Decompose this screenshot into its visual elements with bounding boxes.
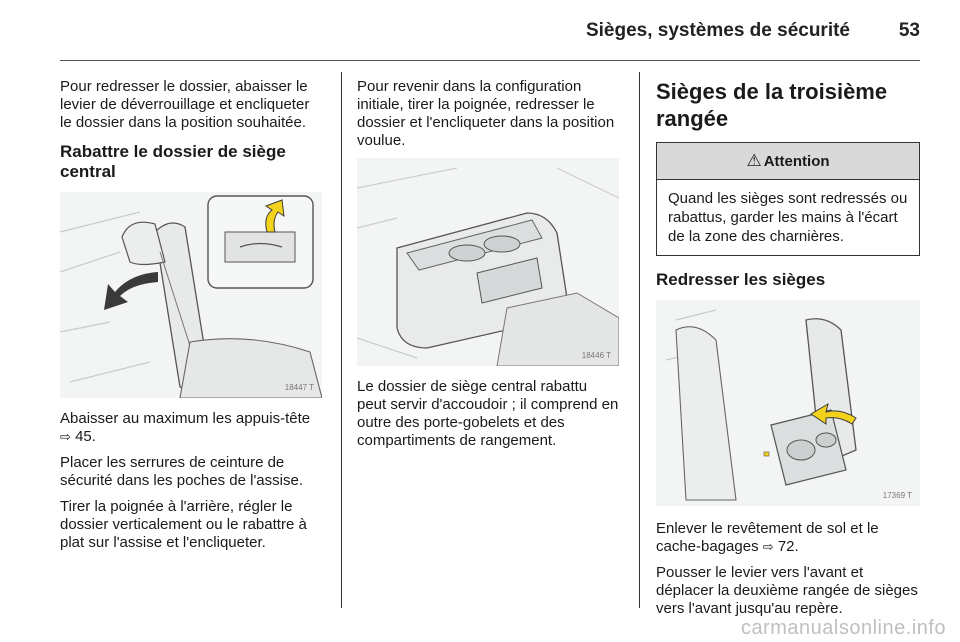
col3-title: Sièges de la troisième rangée: [656, 79, 888, 131]
header-divider: [60, 60, 920, 61]
col3-paragraph-1: [656, 520, 920, 556]
column-1: [60, 78, 322, 560]
col3-para1-text: Enlever le revêtement de sol et le cache-bagages: [656, 520, 879, 555]
col1-paragraph-1: [60, 410, 322, 446]
warning-box: [656, 142, 920, 256]
warning-header: [657, 143, 919, 180]
page-header: [0, 0, 960, 62]
col1-para1-text: Abaisser au maximum les appuis-tête: [60, 410, 311, 427]
figure-number: 17369 T: [882, 491, 912, 500]
figure-armrest: [357, 158, 619, 366]
armrest-illustration: [357, 158, 619, 366]
figure-number: 18446 T: [581, 351, 611, 360]
section-title: Sièges, systèmes de sécurité: [585, 20, 850, 41]
col1-para1-ref[interactable]: 45.: [75, 428, 96, 445]
col3-heading: Redresser les sièges: [656, 270, 826, 289]
column-divider-1: [341, 72, 342, 608]
col1-paragraph-2: Placer les serrures de ceinture de sécurité dans les poches de l'assise.: [60, 454, 303, 489]
figure-fold-center-seat: [60, 192, 322, 398]
col3-para1-ref[interactable]: 72.: [777, 538, 799, 555]
figure-third-row-seat: [656, 300, 920, 506]
column-2: [357, 78, 619, 458]
seat-fold-illustration: [60, 192, 322, 398]
column-3: [656, 78, 920, 626]
col3-paragraph-2: Pousser le levier vers l'avant et déplacer la deuxième rangée de sièges vers l'avant jusqu'au repère.: [656, 564, 918, 617]
warning-text: Quand les sièges sont redressés ou rabattus, garder les mains à l'écart de la zone des charnières.: [668, 190, 908, 245]
warning-label: Attention: [763, 152, 830, 170]
column-divider-2: [639, 72, 640, 608]
watermark: carmanualsonline.info: [740, 617, 946, 639]
reference-arrow-icon: ⇨: [60, 429, 71, 444]
col1-heading: Rabattre le dossier de siège central: [60, 142, 286, 181]
col1-paragraph-3: Tirer la poignée à l'arrière, régler le dossier verticalement ou le rabattre à plat sur l'assise et l'encliqueter.: [60, 498, 307, 551]
reference-arrow-icon: ⇨: [762, 539, 774, 554]
page-number: 53: [898, 20, 920, 41]
warning-triangle-icon: ⚠: [746, 151, 762, 170]
third-row-seat-illustration: [656, 300, 920, 506]
col2-intro: Pour revenir dans la configuration initiale, tirer la poignée, redresser le dossier et l'encliqueter dans la position voulue.: [357, 78, 615, 149]
figure-number: 18447 T: [284, 383, 314, 392]
col1-intro: Pour redresser le dossier, abaisser le levier de déverrouillage et encliqueter le dossier dans la position souhaitée.: [60, 78, 310, 131]
col2-paragraph-1: Le dossier de siège central rabattu peut servir d'accoudoir ; il comprend en outre des porte-gobelets et des compartiments de rangement.: [357, 378, 619, 449]
